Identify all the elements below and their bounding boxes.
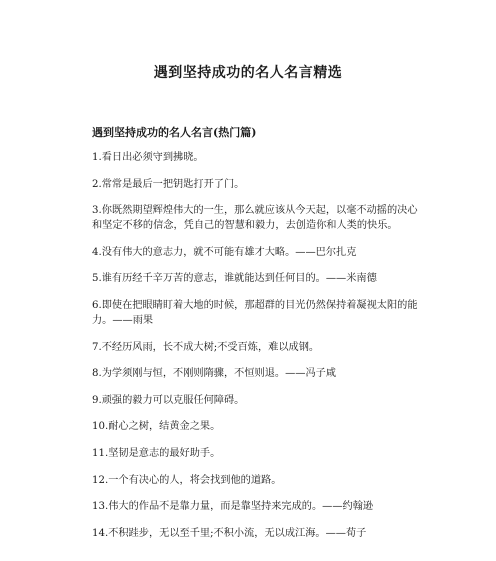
document-title: 遇到坚持成功的名人名言精选 xyxy=(153,65,343,81)
quote-item: 4.没有伟大的意志力，就不可能有雄才大略。——巴尔扎克 xyxy=(92,246,357,258)
quote-item: 8.为学须刚与恒，不刚则隋骤，不恒则退。——冯子咸 xyxy=(92,368,337,380)
quote-item: 5.谁有历经千辛万苦的意志，谁就能达到任何目的。——米南德 xyxy=(92,273,377,285)
quote-item: 11.坚韧是意志的最好助手。 xyxy=(92,447,221,459)
quote-item: 14.不积跬步，无以至千里;不积小流，无以成江海。——荀子 xyxy=(92,527,367,539)
quote-item: 12.一个有决心的人，将会找到他的道路。 xyxy=(92,474,282,486)
quote-item: 6.即使在把眼睛盯着大地的时候，那超群的目光仍然保持着凝视太阳的能力。——雨果 xyxy=(92,299,418,326)
quote-item: 3.你既然期望辉煌伟大的一生，那么就应该从今天起，以毫不动摇的决心和坚定不移的信念，凭自己的智慧和毅力，去创造你和人类的快乐。 xyxy=(92,205,418,232)
quote-item: 7.不经历风雨，长不成大树;不受百炼，难以成钢。 xyxy=(92,341,320,353)
quote-list xyxy=(92,150,422,552)
quote-item: 10.耐心之树，结黄金之果。 xyxy=(92,421,221,433)
quote-item: 2.常常是最后一把钥匙打开了门。 xyxy=(92,178,245,190)
section-heading: 遇到坚持成功的名人名言(热门篇) xyxy=(92,126,257,139)
quote-item: 13.伟大的作品不是靠力量，而是靠坚持来完成的。——约翰逊 xyxy=(92,501,374,513)
quote-item: 1.看日出必须守到拂晓。 xyxy=(92,152,204,163)
quote-item: 9.顽强的毅力可以克服任何障碍。 xyxy=(92,394,245,406)
